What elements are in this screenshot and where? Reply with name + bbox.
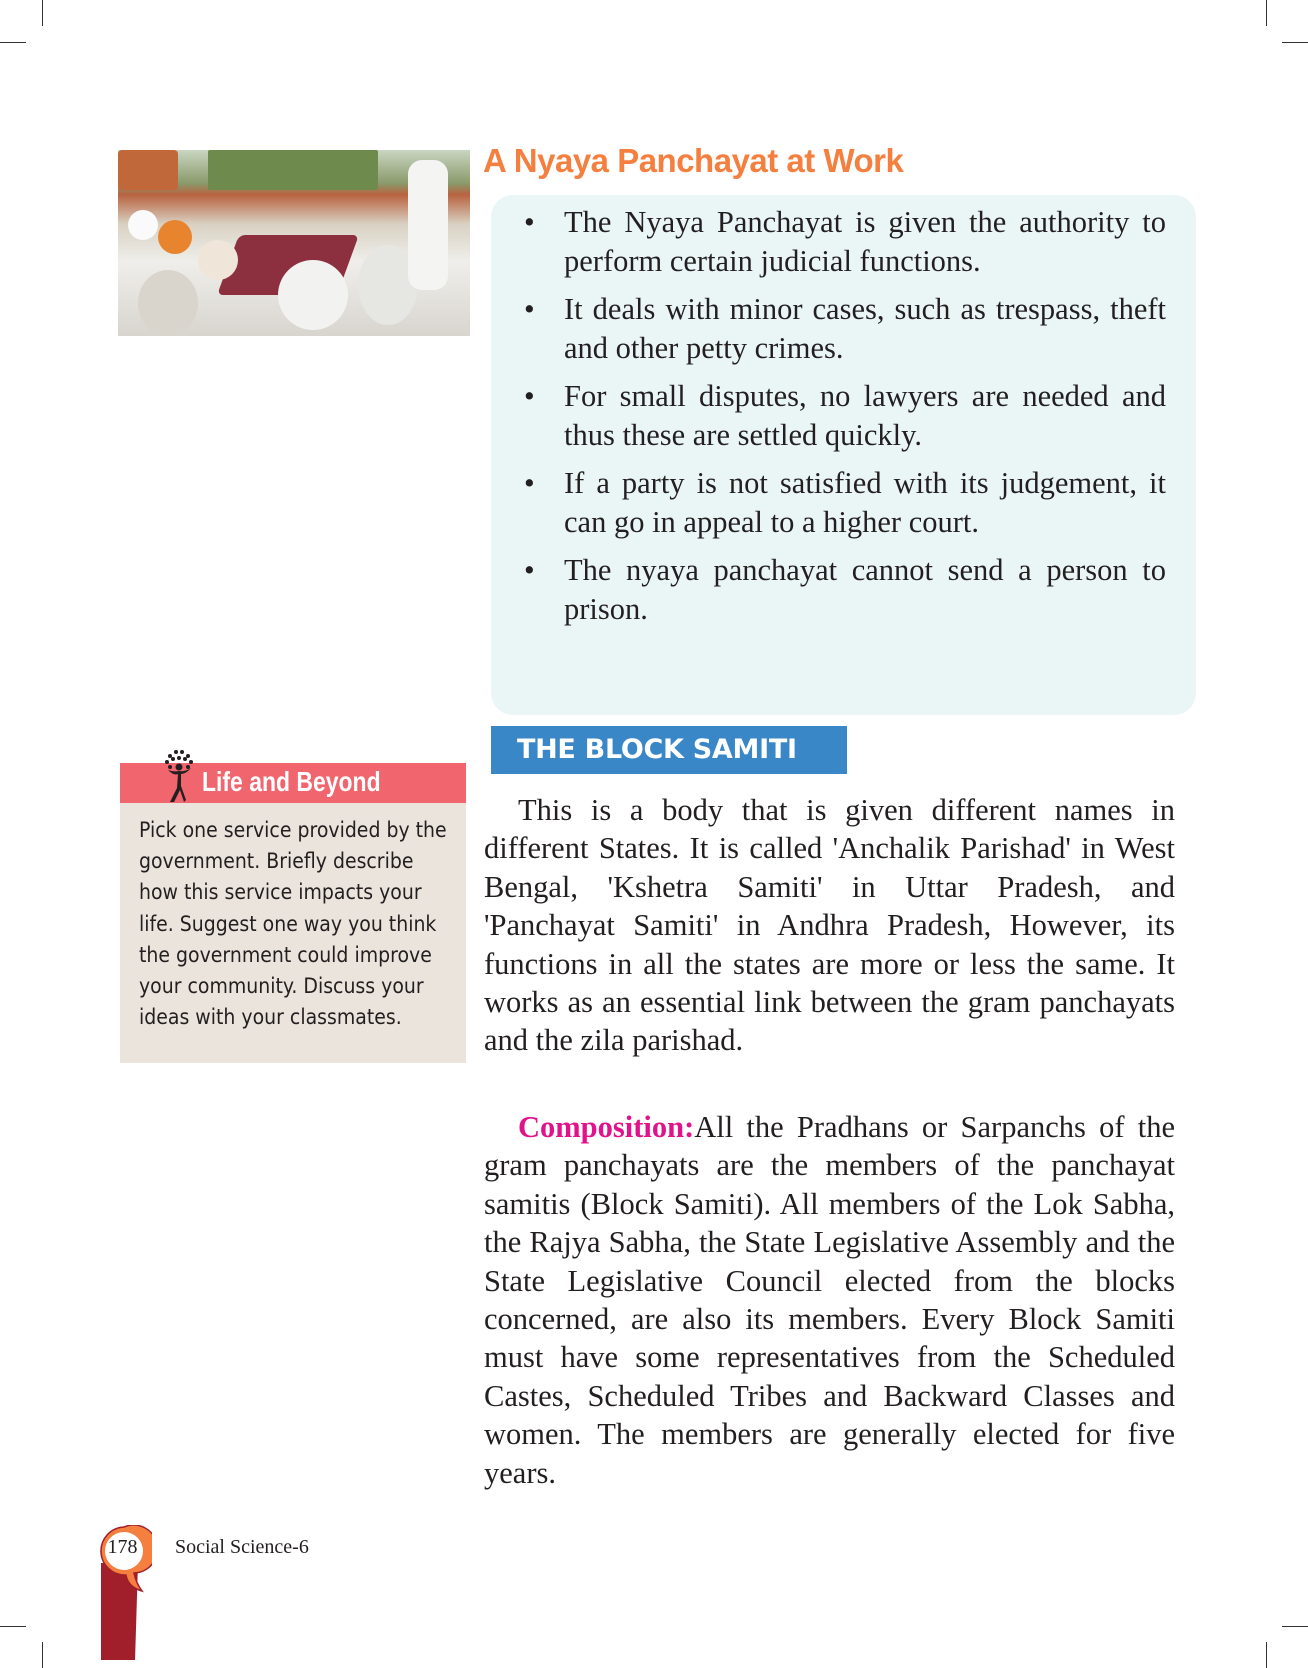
book-title: Social Science-6 — [175, 1536, 309, 1558]
bullet-item — [524, 203, 1166, 280]
bullet-icon: • — [524, 553, 535, 587]
section-heading: A Nyaya Panchayat at Work — [483, 142, 904, 179]
page-number: 178 — [107, 1536, 138, 1558]
life-and-beyond-box — [120, 763, 466, 1063]
crop-mark — [42, 0, 43, 26]
bullet-item — [524, 377, 1166, 454]
crop-mark — [1282, 1626, 1308, 1627]
crop-mark — [1266, 0, 1267, 26]
bullet-icon: • — [524, 466, 535, 500]
crop-mark — [0, 42, 26, 43]
bullet-item — [524, 464, 1166, 541]
composition-paragraph — [484, 1108, 1175, 1492]
block-samiti-header: THE BLOCK SAMITI — [491, 726, 847, 774]
bullet-icon: • — [524, 205, 535, 239]
nyaya-panchayat-photo — [118, 150, 470, 336]
bullet-item — [524, 551, 1166, 628]
life-and-beyond-title: Life and Beyond — [202, 766, 381, 797]
bullet-text: For small disputes, no lawyers are needed and thus these are settled quickly. — [564, 379, 1166, 452]
composition-text: All the Pradhans or Sarpanchs of the gram panchayats are the members of the panchayat samitis (Block Samiti). All members of the Lok Sabha, the Rajya Sabha, the State Legislative Assembly and the State Legislative Council elected from the blocks concerned, are also its members. Every Block Samiti must have some representatives from the Scheduled Castes, Scheduled Tribes and Backward Classes and women. The members are generally elected for five years. — [484, 1110, 1175, 1490]
bullet-text: If a party is not satisfied with its judgement, it can go in appeal to a higher court. — [564, 466, 1166, 539]
bullet-text: The nyaya panchayat cannot send a person to prison. — [564, 553, 1166, 626]
life-and-beyond-header — [120, 763, 466, 803]
composition-label: Composition: — [518, 1110, 695, 1144]
crop-mark — [1266, 1642, 1267, 1668]
life-and-beyond-text: Pick one service provided by the government. Briefly describe how this service impacts your life. Suggest one way you think the government could improve your community. Discuss your ideas with your classmates. — [139, 818, 447, 1030]
crop-mark — [1282, 42, 1308, 43]
bullet-icon: • — [524, 292, 535, 326]
bullet-item — [524, 290, 1166, 367]
tree-person-icon — [162, 748, 196, 804]
bullet-text: The Nyaya Panchayat is given the authority to perform certain judicial functions. — [564, 205, 1166, 278]
crop-mark — [0, 1626, 26, 1627]
block-samiti-paragraph: This is a body that is given different names in different States. It is called 'Anchalik Parishad' in West Bengal, 'Kshetra Samiti' in Uttar Pradesh, and 'Panchayat Samiti' in Andhra Pradesh, However, its functions in all the states are more or less the same. It works as an essential link between the gram panchayats and the zila parishad. — [484, 793, 1175, 1058]
crop-mark — [42, 1642, 43, 1668]
nyaya-panchayat-points — [491, 195, 1196, 715]
bullet-text: It deals with minor cases, such as trespass, theft and other petty crimes. — [564, 292, 1166, 365]
bullet-icon: • — [524, 379, 535, 413]
